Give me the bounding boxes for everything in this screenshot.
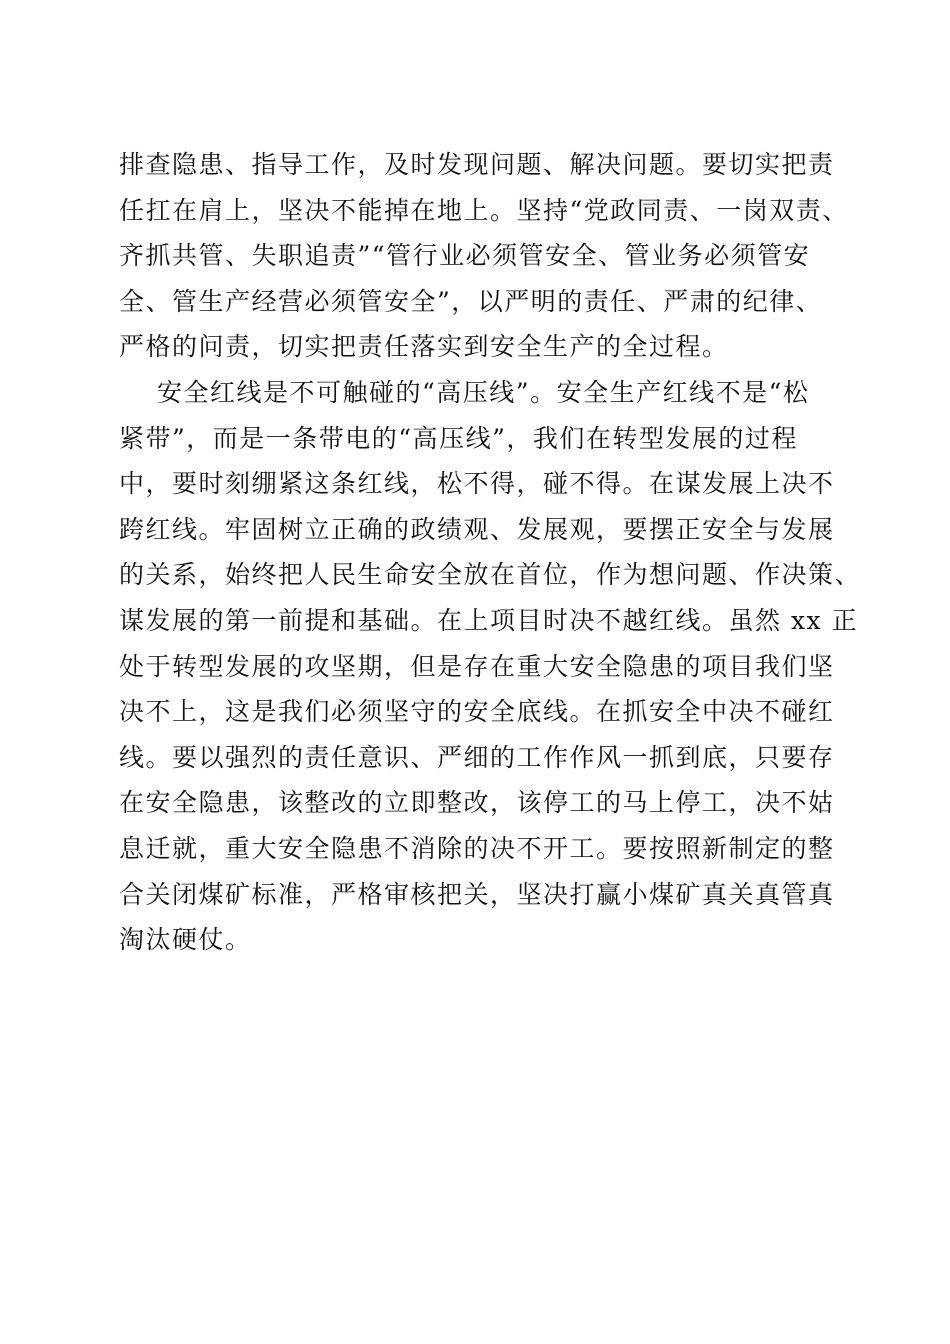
text-line: 在安全隐患，该整改的立即整改，该停工的马上停工，决不姑 bbox=[119, 788, 835, 818]
text-line: 严格的问责，切实把责任落实到安全生产的全过程。 bbox=[119, 332, 729, 362]
text-line: 合关闭煤矿标准，严格审核把关，坚决打赢小煤矿真关真管真 bbox=[119, 879, 835, 909]
text-line: 处于转型发展的攻坚期，但是存在重大安全隐患的项目我们坚 bbox=[119, 651, 835, 681]
text-line: 的关系，始终把人民生命安全放在首位，作为想问题、作决策、 bbox=[119, 560, 862, 590]
text-line: 全、管生产经营必须管安全”，以严明的责任、严肃的纪律、 bbox=[119, 286, 823, 316]
text-line: 线。要以强烈的责任意识、严细的工作作风一抓到底，只要存 bbox=[119, 742, 835, 772]
text-line: 中，要时刻绷紧这条红线，松不得，碰不得。在谋发展上决不 bbox=[119, 469, 835, 499]
text-line: 决不上，这是我们必须坚守的安全底线。在抓安全中决不碰红 bbox=[119, 697, 835, 727]
text-line: 息迁就，重大安全隐患不消除的决不开工。要按照新制定的整 bbox=[119, 833, 835, 863]
text-line: 齐抓共管、失职追责”“管行业必须管安全、管业务必须管安 bbox=[119, 241, 811, 271]
paragraph-first-line: 安全红线是不可触碰的“高压线”。安全生产红线不是“松 bbox=[157, 377, 810, 407]
text-line: 谋发展的第一前提和基础。在上项目时决不越红线。虽然 xx 正 bbox=[119, 605, 859, 635]
body-text bbox=[119, 142, 862, 963]
text-line: 跨红线。牢固树立正确的政绩观、发展观，要摆正安全与发展 bbox=[119, 514, 835, 544]
text-line: 紧带”，而是一条带电的“高压线”，我们在转型发展的过程 bbox=[119, 423, 798, 453]
text-line: 淘汰硬仗。 bbox=[119, 925, 252, 955]
text-line: 任扛在肩上，坚决不能掉在地上。坚持“党政同责、一岗双责、 bbox=[119, 195, 849, 225]
text-line: 排查隐患、指导工作，及时发现问题、解决问题。要切实把责 bbox=[119, 150, 835, 179]
